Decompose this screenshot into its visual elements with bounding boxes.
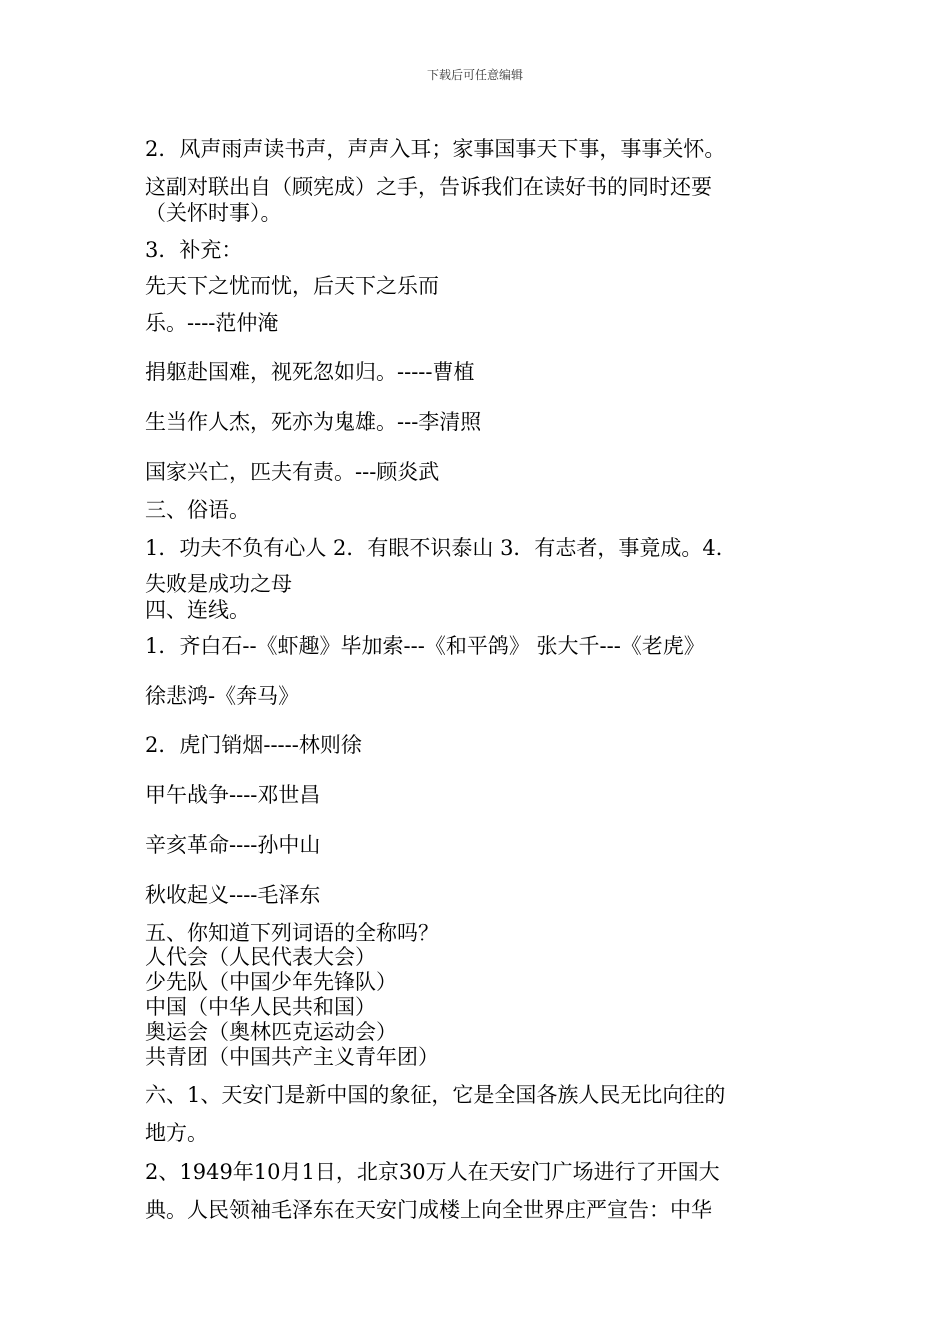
text-line: 国家兴亡，匹夫有责。---顾炎武 xyxy=(145,460,440,484)
section-heading: 四、连线。 xyxy=(145,598,250,622)
text-line: 失败是成功之母 xyxy=(145,572,292,596)
section-heading: 五、你知道下列词语的全称吗？ xyxy=(145,921,439,945)
text-line: 1．功夫不负有心人 2．有眼不识泰山 3．有志者，事竟成。4． xyxy=(145,536,737,560)
text-line: 地方。 xyxy=(145,1121,208,1145)
page-header: 下载后可任意编辑 xyxy=(426,68,523,82)
text-line: 徐悲鸿-《奔马》 xyxy=(145,684,300,708)
text-line: 2、1949年10月1日，北京30万人在天安门广场进行了开国大 xyxy=(145,1160,720,1184)
text-line: 典。人民领袖毛泽东在天安门成楼上向全世界庄严宣告：中华 xyxy=(145,1198,712,1222)
text-line: 秋收起义----毛泽东 xyxy=(145,883,321,907)
text-line: 人代会（人民代表大会） xyxy=(145,945,376,969)
section-heading: 六、1、天安门是新中国的象征，它是全国各族人民无比向往的 xyxy=(145,1083,726,1107)
text-line: 1．齐白石--《虾趣》毕加索---《和平鸽》 张大千---《老虎》 xyxy=(145,634,705,658)
text-line: 3．补充： xyxy=(145,238,243,262)
text-line: 乐。----范仲淹 xyxy=(145,311,279,335)
text-line: 生当作人杰，死亦为鬼雄。---李清照 xyxy=(145,410,482,434)
section-heading: 三、俗语。 xyxy=(145,498,250,522)
text-line: 共青团（中国共产主义青年团） xyxy=(145,1045,439,1069)
text-line: 中国（中华人民共和国） xyxy=(145,995,376,1019)
text-line: 甲午战争----邓世昌 xyxy=(145,783,321,807)
text-line: 2．风声雨声读书声，声声入耳；家事国事天下事，事事关怀。 xyxy=(145,137,726,161)
text-line: （关怀时事）。 xyxy=(145,201,282,225)
text-line: 2．虎门销烟-----林则徐 xyxy=(145,733,362,757)
text-line: 少先队（中国少年先锋队） xyxy=(145,970,397,994)
text-line: 先天下之忧而忧，后天下之乐而 xyxy=(145,274,439,298)
text-line: 奥运会（奥林匹克运动会） xyxy=(145,1020,397,1044)
text-line: 这副对联出自（顾宪成）之手，告诉我们在读好书的同时还要 xyxy=(145,175,712,199)
text-line: 捐躯赴国难，视死忽如归。-----曹植 xyxy=(145,360,475,384)
text-line: 辛亥革命----孙中山 xyxy=(145,833,321,857)
